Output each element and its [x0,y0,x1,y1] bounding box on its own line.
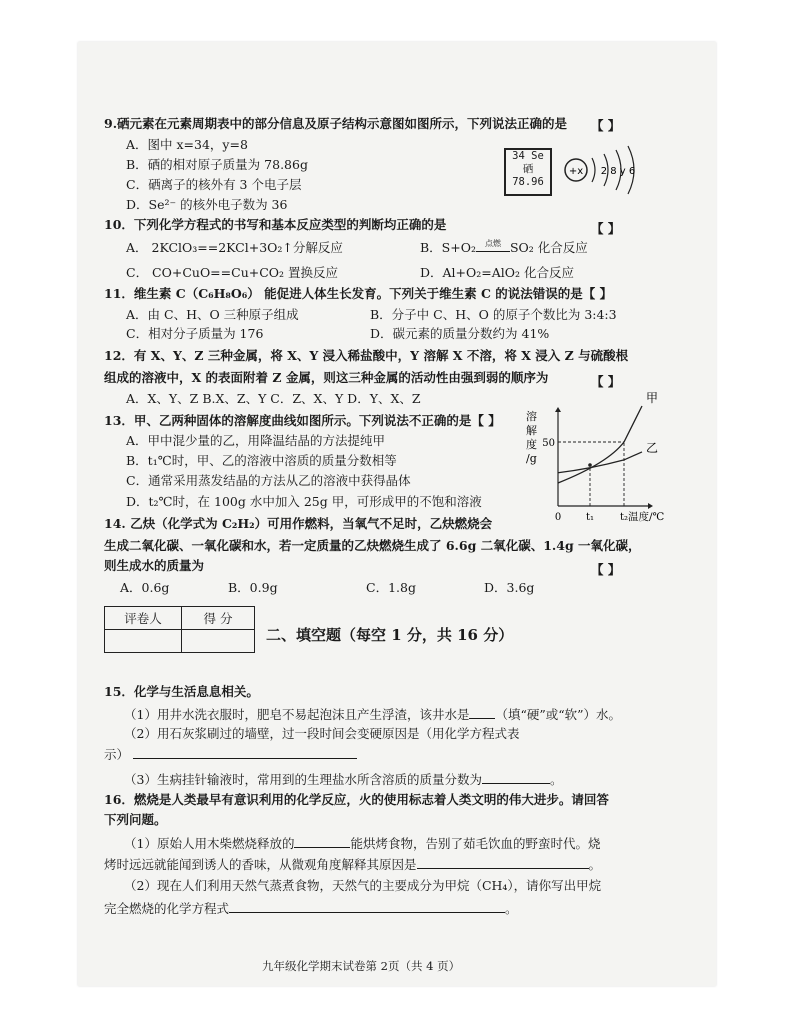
q10-option-b-products: SO₂ 化合反应 [509,240,588,255]
q16-part-1-suffix: 能烘烤食物，告别了茹毛饮血的野蛮时代。烧 [350,836,601,851]
q10-option-b [420,240,588,256]
q16-blank-3[interactable] [229,900,505,913]
q10-option-d: D．Al+O₂=AlO₂ 化合反应 [420,265,575,280]
q14-line-2: 生成二氧化碳、一氧化碳和水，若一定质量的乙炔燃烧生成了 6.6g 二氧化碳、1.4g 一氧化碳， [104,538,641,553]
q10-option-a: A． 2KClO₃==2KCl+3O₂↑分解反应 [126,240,343,255]
score-table [104,606,255,653]
q16-part-2-line-2 [104,900,518,917]
q13-option-b: B．t₁℃时，甲、乙的溶液中溶质的质量分数相等 [126,453,397,468]
q16-part-2-line-1: （2）现在人们利用天然气蒸煮食物，天然气的主要成分为甲烷（CH₄），请你写出甲烷 [124,878,602,893]
q16-part-2-period: 。 [505,901,518,916]
q12-line-1: 12．有 X、Y、Z 三种金属，将 X、Y 浸入稀盐酸中，Y 溶解 X 不溶，将 X 浸入 Z 与硫酸根 [104,348,629,363]
q13-option-d: D．t₂℃时，在 100g 水中加入 25g 甲，可形成甲的不饱和溶液 [126,494,482,509]
y-axis-label: 度 [526,438,537,451]
q10-answer-bracket: 【 】 [591,221,621,236]
y-axis-label: /g [526,452,537,465]
q11-option-a: A．由 C、H、O 三种原子组成 [126,307,299,322]
x-axis-arrow [648,503,653,509]
q9-option-c: C．硒离子的核外有 3 个电子层 [126,177,302,192]
element-mass: 78.96 [512,176,544,188]
q14-option-a: A．0.6g [120,580,170,595]
q14-option-d: D．3.6g [484,580,535,595]
section-2-title: 二、填空题（每空 1 分，共 16 分） [266,626,514,644]
q10-option-c: C． CO+CuO==Cu+CO₂ 置换反应 [126,265,339,280]
element-number: 34 [512,150,525,162]
q11-option-b: B．分子中 C、H、O 的原子个数比为 3:4:3 [370,307,617,322]
series-label-1: 甲 [646,391,659,405]
solubility-chart [520,391,680,524]
q10-stem: 10．下列化学方程式的书写和基本反应类型的判断均正确的是 [104,217,447,232]
q15-part-3-period: 。 [549,772,563,787]
page-footer: 九年级化学期末试卷第 2页（共 4 页） [262,959,461,973]
q12-options: A．X、Y、Z B.X、Z、Y C．Z、X、Y D．Y、X、Z [126,391,421,406]
selenium-element-box [504,148,552,196]
selenium-atom-diagram [560,140,650,202]
q10-option-b-reactants: B．S+O₂ [420,240,476,255]
q9-option-d: D．Se²⁻ 的核外电子数为 36 [126,197,288,212]
q9-option-b: B．硒的相对原子质量为 78.86g [126,157,308,172]
shell-arc-1 [592,158,595,182]
q16-part-1-period: 。 [588,857,602,872]
q11-option-d: D．碳元素的质量分数约为 41% [370,326,550,341]
q16-line-2: 下列问题。 [104,812,167,827]
q16-part-1-text: （1）原始人用木柴燃烧释放的 [124,836,295,851]
q14-line-1: 14. 乙炔（化学式为 C₂H₂）可用作燃料，当氧气不足时，乙炔燃烧会 [104,516,493,531]
q15-blank-2[interactable] [133,746,357,759]
q12-line-2: 组成的溶液中，X 的表面附着 Z 金属，则这三种金属的活动性由强到弱的顺序为 [104,370,549,385]
y-axis-arrow [555,407,561,412]
series-label-2: 乙 [646,440,659,455]
q15-part-3 [124,771,562,788]
q16-part-1-line-2 [104,856,601,873]
q9-option-a: A．图中 x=34，y=8 [126,137,248,152]
y-axis-label: 溶 [526,410,537,423]
q15-part-2-line-2 [104,746,357,763]
q16-line-1: 16．燃烧是人类最早有意识利用的化学反应，火的使用标志着人类文明的伟大进步。请回答 [104,792,609,807]
q12-answer-bracket: 【 】 [591,374,621,389]
q13-stem: 13．甲、乙两种固体的溶解度曲线如图所示。下列说法不正确的是【 】 [104,413,501,428]
x-axis-label: 温度/℃ [628,511,665,523]
q13-option-a: A．甲中混少量的乙，用降温结晶的方法提纯甲 [126,433,386,448]
q15-part-1 [124,706,621,723]
q14-option-c: C．1.8g [366,580,416,595]
q15-part-2-suffix: 示） [104,747,130,762]
shell-electrons: 2 8 y 6 [600,166,636,177]
q11-option-c: C．相对分子质量为 176 [126,326,264,341]
q9-stem: 9.硒元素在元素周期表中的部分信息及原子结构示意图如图所示，下列说法正确的是 [104,116,568,131]
q16-part-2-line-2-text: 完全燃烧的化学方程式 [104,901,230,916]
nucleus-label: +x [568,166,584,177]
q16-part-1-line-2-text: 烤时远远就能闻到诱人的香味，从微观角度解释其原因是 [104,857,417,872]
q15-blank-3[interactable] [482,771,550,784]
grader-cell [105,630,182,653]
element-symbol: Se [531,150,544,162]
q14-answer-bracket: 【 】 [591,562,621,577]
q14-line-3: 则生成水的质量为 [104,558,205,573]
q11-stem: 11．维生素 C（C₆H₈O₆） 能促进人体生长发育。下列关于维生素 C 的说法错误的是【 】 [104,286,613,301]
q15-part-2-line-1: （2）用石灰浆刷过的墙壁，过一段时间会变硬原因是（用化学方程式表 [124,726,520,741]
intersection-point [588,463,592,467]
y-tick-label: 50 [542,438,555,449]
score-header: 得 分 [182,607,255,630]
element-name: 硒 [522,163,534,175]
q15-stem: 15．化学与生活息息相关。 [104,684,259,699]
grader-header: 评卷人 [105,607,182,630]
q9-answer-bracket: 【 】 [591,118,621,133]
q15-part-3-text: （3）生病挂针输液时，常用到的生理盐水所含溶质的质量分数为 [124,772,482,787]
q16-blank-1[interactable] [294,835,350,848]
y-axis-label: 解 [526,424,537,437]
q15-part-1-text: （1）用井水洗衣服时，肥皂不易起泡沫且产生浮渣，该井水是 [124,707,470,722]
q16-part-1 [124,835,600,852]
x-tick-label: t₁ [585,512,595,523]
q15-blank-1[interactable] [469,706,495,719]
x-tick-label: 0 [554,512,562,523]
q13-option-c: C．通常采用蒸发结晶的方法从乙的溶液中获得晶体 [126,473,411,488]
q16-blank-2[interactable] [417,856,589,869]
x-tick-label: t₂ [619,512,629,523]
q14-option-b: B．0.9g [228,580,278,595]
q15-part-1-suffix: （填“硬”或“软”）水。 [495,707,622,722]
score-cell [182,630,255,653]
q10-reaction-condition: 点燃 [484,239,501,248]
